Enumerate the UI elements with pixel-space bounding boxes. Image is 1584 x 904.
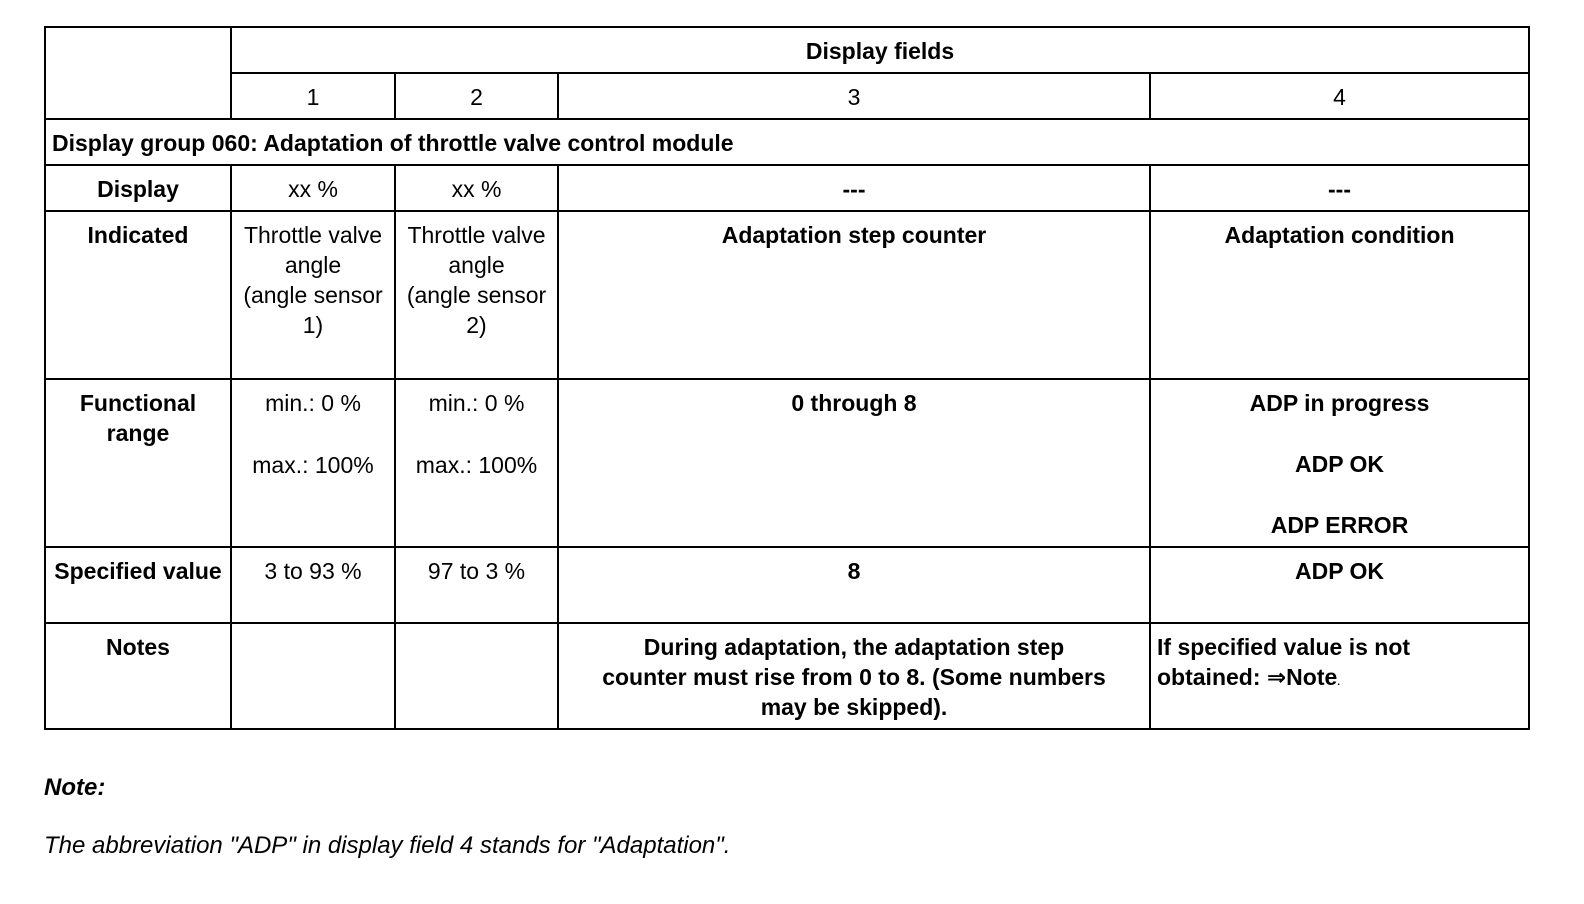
field-number-4: 4 (1150, 73, 1529, 119)
group-title-row (45, 119, 1529, 165)
functional-range-field-4-value: ADP OK (1294, 451, 1385, 477)
display-row (45, 165, 1529, 211)
indicated-field-1-line2: (angle sensor 1) (243, 282, 383, 338)
group-title: Display group 060: Adaptation of throttle valve control module (45, 119, 1529, 165)
notes-field-4 (1150, 623, 1529, 729)
notes-field-1 (231, 623, 395, 729)
field-number-3: 3 (558, 73, 1150, 119)
display-fields-header: Display fields (231, 27, 1529, 73)
functional-range-field-2 (395, 379, 558, 547)
specified-value-field-1: 3 to 93 % (231, 547, 395, 623)
specified-value-row (45, 547, 1529, 623)
display-group-table (44, 26, 1530, 730)
row-label-specified-value: Specified value (45, 547, 231, 623)
row-label-notes: Notes (45, 623, 231, 729)
indicated-field-2 (395, 211, 558, 379)
functional-range-field-1 (231, 379, 395, 547)
functional-range-field-4-value: ADP in progress (1249, 390, 1430, 416)
display-field-3: --- (558, 165, 1150, 211)
indicated-field-2-line1: Throttle valve angle (407, 222, 546, 278)
indicated-field-2-line2: (angle sensor 2) (406, 282, 547, 338)
functional-range-field-4-value: ADP ERROR (1270, 512, 1409, 538)
indicated-field-1-line1: Throttle valve angle (243, 222, 383, 278)
header-row-display-fields (45, 27, 1529, 73)
indicated-field-3: Adaptation step counter (558, 211, 1150, 379)
functional-range-field-1-max: max.: 100% (252, 452, 374, 478)
specified-value-field-2: 97 to 3 % (395, 547, 558, 623)
functional-range-field-3: 0 through 8 (558, 379, 1150, 547)
note-text: The abbreviation "ADP" in display field 4 stands for "Adaptation". (44, 832, 731, 859)
indicated-row (45, 211, 1529, 379)
notes-field-4-text: If specified value is not obtained: (1157, 634, 1411, 690)
arrow-right-icon: ⇒ (1266, 665, 1287, 691)
note-title: Note: (44, 774, 106, 801)
specified-value-field-3: 8 (558, 547, 1150, 623)
functional-range-field-2-max: max.: 100% (415, 452, 538, 478)
note-link[interactable]: Note (1286, 664, 1338, 690)
indicated-field-4: Adaptation condition (1150, 211, 1529, 379)
functional-range-field-2-min: min.: 0 % (428, 390, 525, 416)
display-field-1: xx % (231, 165, 395, 211)
notes-field-2 (395, 623, 558, 729)
display-field-2: xx % (395, 165, 558, 211)
corner-cell (45, 27, 231, 119)
functional-range-field-4 (1150, 379, 1529, 547)
header-row-field-numbers (45, 73, 1529, 119)
row-label-indicated: Indicated (45, 211, 231, 379)
row-label-display: Display (45, 165, 231, 211)
notes-row (45, 623, 1529, 729)
functional-range-field-1-min: min.: 0 % (265, 390, 361, 416)
row-label-functional-range: Functional range (45, 379, 231, 547)
display-field-4: --- (1150, 165, 1529, 211)
functional-range-row (45, 379, 1529, 547)
notes-field-3: During adaptation, the adaptation step counter must rise from 0 to 8. (Some numbers may be skipped). (558, 623, 1150, 729)
notes-field-4-suffix: . (1337, 677, 1341, 688)
field-number-1: 1 (231, 73, 395, 119)
specified-value-field-4: ADP OK (1150, 547, 1529, 623)
field-number-2: 2 (395, 73, 558, 119)
indicated-field-1 (231, 211, 395, 379)
